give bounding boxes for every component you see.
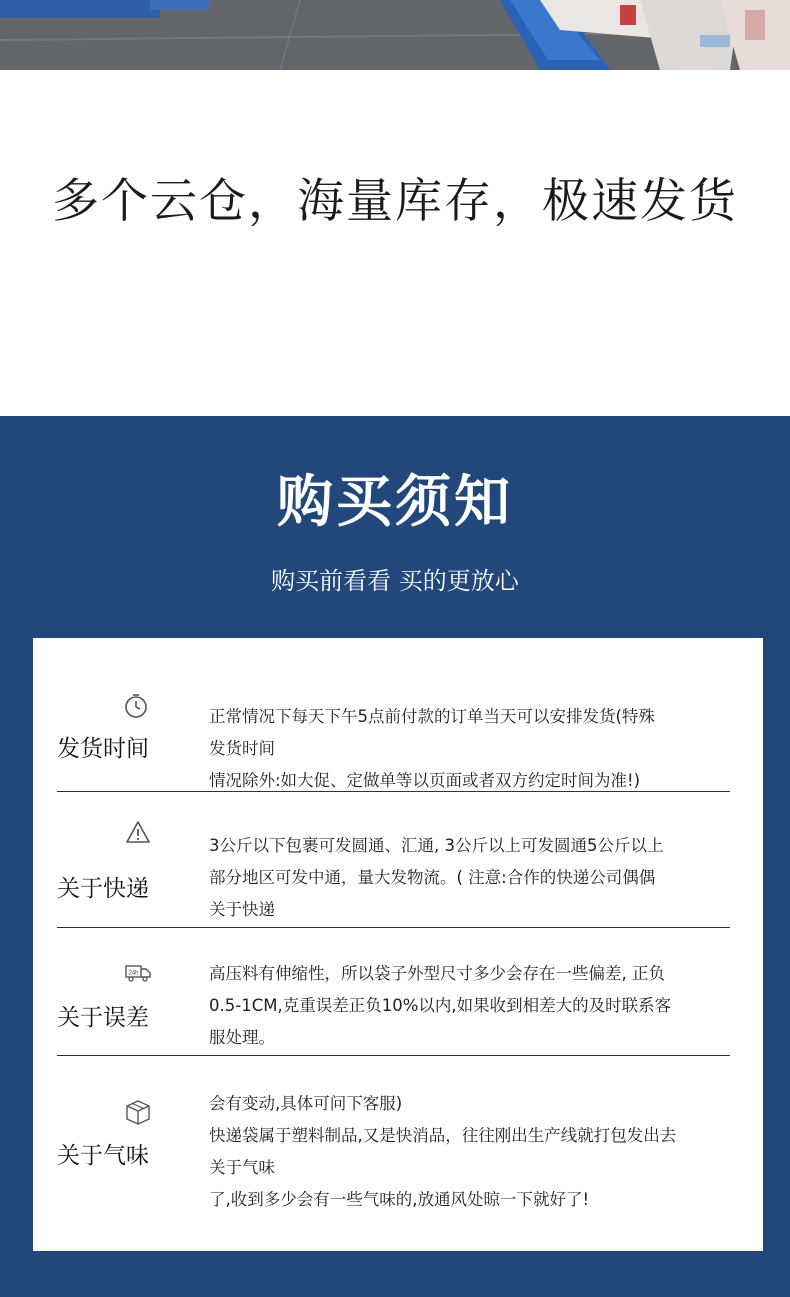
notice-item-courier — [57, 792, 730, 928]
item-line: 服处理。 — [209, 1028, 275, 1047]
notice-item-tolerance — [57, 928, 730, 1056]
item-label: 发货时间 — [57, 736, 149, 762]
item-line: 快递袋属于塑料制品,又是快消品，往往刚出生产线就打包发出去 — [209, 1126, 677, 1145]
svg-text:24h: 24h — [128, 970, 139, 977]
item-line: 3公斤以下包裹可发圆通、汇通, 3公斤以上可发圆通5公斤以上 — [209, 836, 664, 855]
item-line: 高压料有伸缩性，所以袋子外型尺寸多少会存在一些偏差, 正负 — [209, 964, 665, 983]
package-box-icon — [124, 1098, 152, 1126]
item-line: 关于快递 — [209, 900, 275, 919]
clock-icon — [122, 692, 150, 720]
item-line: 正常情况下每天下午5点前付款的订单当天可以安排发货(特殊 — [209, 707, 655, 726]
warehouse-photo — [0, 0, 790, 70]
delivery-truck-icon — [124, 958, 152, 986]
item-label: 关于误差 — [57, 1005, 149, 1031]
notice-item-odor — [57, 1056, 730, 1226]
panel-subtitle: 购买前看看 买的更放心 — [271, 567, 519, 595]
item-line: 关于气味 — [209, 1158, 275, 1177]
item-line: 部分地区可发中通，量大发物流。( 注意:合作的快递公司偶偶 — [209, 868, 656, 887]
panel-title: 购买须知 — [277, 470, 513, 535]
warehouse-floor-graphic — [0, 0, 790, 70]
slogan-heading: 多个云仓，海量库存，极速发货 — [52, 174, 738, 229]
notice-card — [33, 638, 763, 1251]
item-label: 关于快递 — [57, 876, 149, 902]
item-line: 发货时间 — [209, 739, 275, 758]
item-line: 0.5-1CM,克重误差正负10%以内,如果收到相差大的及时联系客 — [209, 996, 672, 1015]
notice-item-shipping-time — [57, 678, 730, 792]
item-line: 会有变动,具体可问下客服) — [209, 1094, 403, 1113]
item-line: 情况除外:如大促、定做单等以页面或者双方约定时间为准!) — [209, 771, 641, 790]
item-line: 了,收到多少会有一些气味的,放通风处晾一下就好了! — [209, 1190, 590, 1209]
warning-icon — [124, 818, 152, 846]
item-label: 关于气味 — [57, 1143, 149, 1169]
